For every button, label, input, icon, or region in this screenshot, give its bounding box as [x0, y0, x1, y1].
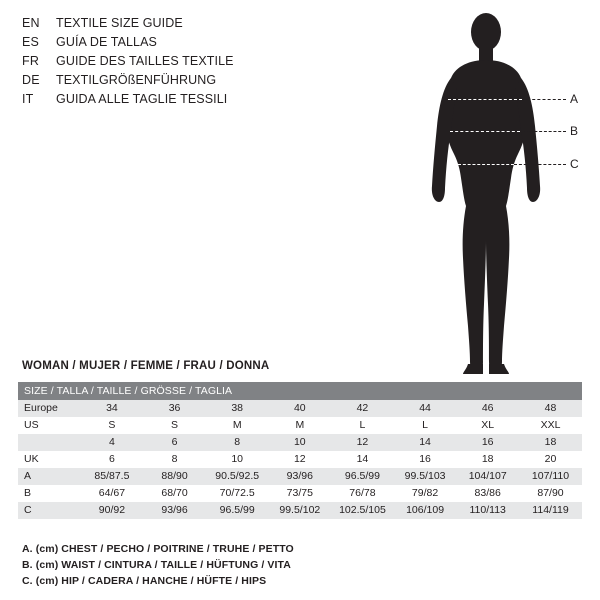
- language-row: [22, 92, 352, 111]
- cell: M: [269, 417, 332, 434]
- cell: 44: [394, 400, 457, 417]
- cell: S: [143, 417, 206, 434]
- table-header-row: [18, 382, 582, 400]
- cell: M: [206, 417, 269, 434]
- language-row: [22, 73, 352, 92]
- row-label: B: [18, 485, 81, 502]
- female-silhouette-icon: [380, 8, 592, 378]
- cell: 14: [394, 434, 457, 451]
- row-label: A: [18, 468, 81, 485]
- cell: 18: [456, 451, 519, 468]
- waist-label: B: [570, 124, 579, 138]
- cell: 34: [81, 400, 144, 417]
- language-code: DE: [22, 73, 40, 87]
- chest-measure-leader: [522, 99, 566, 100]
- cell: 12: [269, 451, 332, 468]
- cell: 20: [519, 451, 582, 468]
- cell: 18: [519, 434, 582, 451]
- chest-measure-line: [448, 99, 522, 100]
- cell: 6: [143, 434, 206, 451]
- cell: L: [394, 417, 457, 434]
- language-code: ES: [22, 35, 40, 49]
- waist-measure-leader: [520, 131, 566, 132]
- legend-hip: C. (cm) HIP / CADERA / HANCHE / HÜFTE / HIPS: [22, 575, 267, 587]
- cell: L: [331, 417, 394, 434]
- cell: 99.5/103: [394, 468, 457, 485]
- cell: 106/109: [394, 502, 457, 519]
- cell: 36: [143, 400, 206, 417]
- cell: 10: [206, 451, 269, 468]
- cell: 85/87.5: [81, 468, 144, 485]
- measurement-legend: [22, 541, 462, 589]
- cell: 96.5/99: [331, 468, 394, 485]
- size-table-wrapper: [18, 382, 582, 519]
- hip-label: C: [570, 157, 579, 171]
- waist-measure-line: [450, 131, 520, 132]
- cell: 16: [456, 434, 519, 451]
- cell: 48: [519, 400, 582, 417]
- cell: 14: [331, 451, 394, 468]
- cell: 96.5/99: [206, 502, 269, 519]
- language-title: GUIDA ALLE TAGLIE TESSILI: [56, 92, 228, 106]
- cell: 99.5/102: [269, 502, 332, 519]
- table-row: [18, 400, 582, 417]
- language-code: FR: [22, 54, 40, 68]
- table-row: [18, 417, 582, 434]
- cell: 79/82: [394, 485, 457, 502]
- cell: 8: [206, 434, 269, 451]
- cell: 90/92: [81, 502, 144, 519]
- cell: 68/70: [143, 485, 206, 502]
- body-figure: [380, 8, 592, 378]
- chest-label: A: [570, 92, 579, 106]
- cell: 12: [331, 434, 394, 451]
- cell: 46: [456, 400, 519, 417]
- cell: 93/96: [269, 468, 332, 485]
- cell: 76/78: [331, 485, 394, 502]
- cell: 70/72.5: [206, 485, 269, 502]
- language-title: TEXTILGRÖßENFÜHRUNG: [56, 73, 217, 87]
- language-title: GUIDE DES TAILLES TEXTILE: [56, 54, 234, 68]
- language-row: [22, 16, 352, 35]
- cell: 90.5/92.5: [206, 468, 269, 485]
- table-row: [18, 434, 582, 451]
- row-label: [18, 434, 81, 451]
- table-row: [18, 451, 582, 468]
- cell: 4: [81, 434, 144, 451]
- language-title: GUÍA DE TALLAS: [56, 35, 157, 49]
- table-row: [18, 502, 582, 519]
- cell: 83/86: [456, 485, 519, 502]
- hip-measure-line: [458, 164, 514, 165]
- cell: 107/110: [519, 468, 582, 485]
- cell: S: [81, 417, 144, 434]
- table-row: [18, 485, 582, 502]
- cell: 42: [331, 400, 394, 417]
- cell: 16: [394, 451, 457, 468]
- cell: 40: [269, 400, 332, 417]
- size-table: [18, 382, 582, 519]
- language-title: TEXTILE SIZE GUIDE: [56, 16, 183, 30]
- cell: 87/90: [519, 485, 582, 502]
- cell: 88/90: [143, 468, 206, 485]
- cell: 93/96: [143, 502, 206, 519]
- cell: 104/107: [456, 468, 519, 485]
- cell: XL: [456, 417, 519, 434]
- cell: 114/119: [519, 502, 582, 519]
- language-row: [22, 35, 352, 54]
- language-list: [22, 16, 352, 111]
- row-label: UK: [18, 451, 81, 468]
- cell: 73/75: [269, 485, 332, 502]
- language-code: IT: [22, 92, 34, 106]
- row-label: US: [18, 417, 81, 434]
- cell: XXL: [519, 417, 582, 434]
- cell: 10: [269, 434, 332, 451]
- table-row: [18, 468, 582, 485]
- cell: 64/67: [81, 485, 144, 502]
- table-header-label: SIZE / TALLA / TAILLE / GRÖSSE / TAGLIA: [18, 382, 582, 400]
- cell: 110/113: [456, 502, 519, 519]
- legend-chest: A. (cm) CHEST / PECHO / POITRINE / TRUHE / PETTO: [22, 543, 294, 555]
- legend-waist: B. (cm) WAIST / CINTURA / TAILLE / HÜFTUNG / VITA: [22, 559, 291, 571]
- row-label: C: [18, 502, 81, 519]
- language-row: [22, 54, 352, 73]
- hip-measure-leader: [514, 164, 566, 165]
- cell: 6: [81, 451, 144, 468]
- cell: 102.5/105: [331, 502, 394, 519]
- section-title: WOMAN / MUJER / FEMME / FRAU / DONNA: [22, 360, 270, 372]
- cell: 38: [206, 400, 269, 417]
- row-label: Europe: [18, 400, 81, 417]
- cell: 8: [143, 451, 206, 468]
- language-code: EN: [22, 16, 40, 30]
